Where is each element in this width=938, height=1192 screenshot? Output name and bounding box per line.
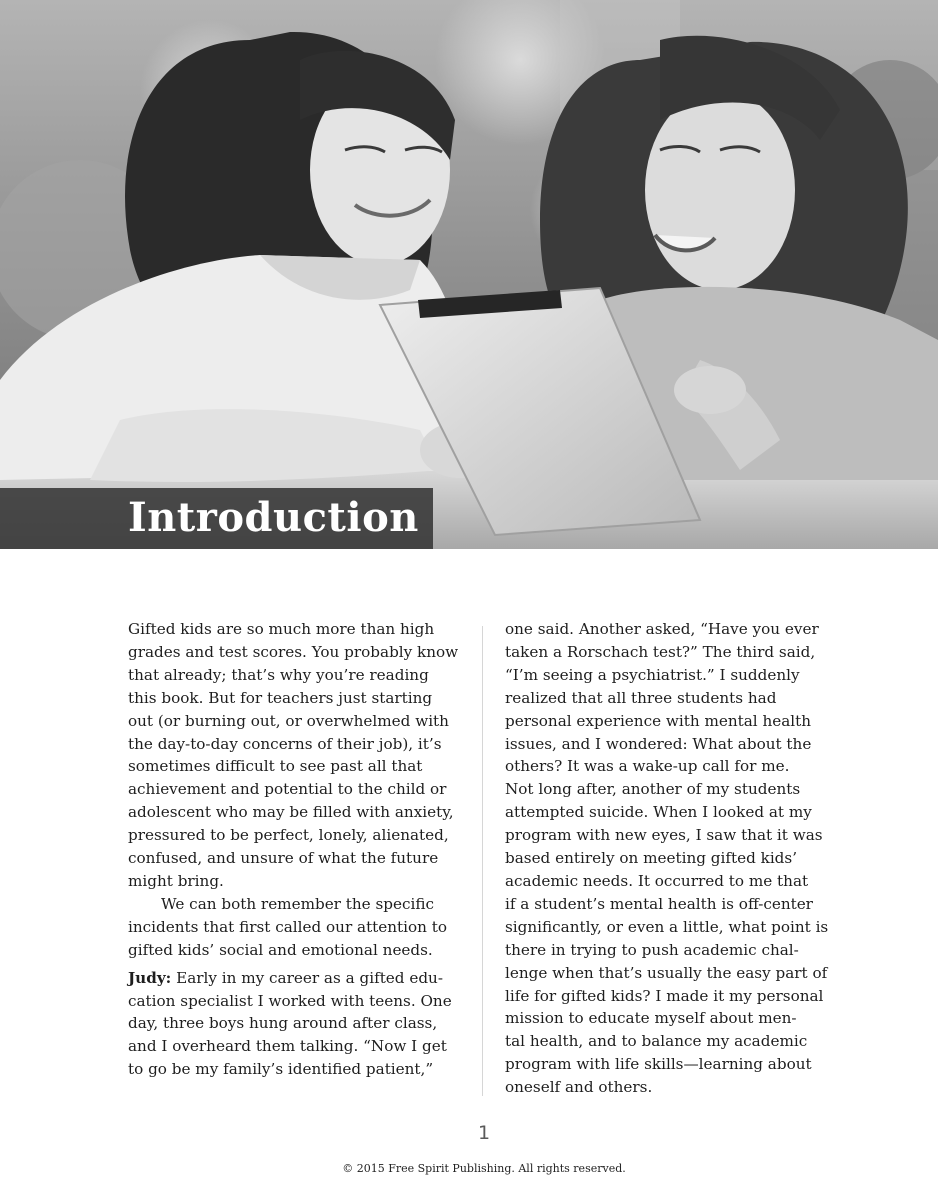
text-line: academic needs. It occurred to me that	[505, 871, 809, 890]
chapter-title: Introduction	[128, 494, 419, 541]
text-line: out (or burning out, or overwhelmed with	[128, 711, 449, 730]
text-line: pressured to be perfect, lonely, alienated,	[128, 826, 449, 845]
text-line: adolescent who may be filled with anxiety,	[128, 803, 454, 822]
text-line: if a student’s mental health is off-center	[505, 894, 813, 913]
text-line: sometimes difficult to see past all that	[128, 757, 423, 776]
text-line: Not long after, another of my students	[505, 780, 801, 799]
page-number: 1	[477, 1122, 491, 1144]
left-column	[128, 618, 468, 1081]
text-line: program with new eyes, I saw that it was	[505, 826, 823, 845]
speaker-label: Judy:	[128, 968, 172, 987]
text-line: might bring.	[128, 871, 224, 890]
hero-photo	[0, 0, 938, 549]
text-line: and I overheard them talking. “Now I get	[128, 1037, 447, 1056]
text-line: significantly, or even a little, what point is	[505, 917, 829, 936]
text-line: achievement and potential to the child or	[128, 780, 447, 799]
text-line: mission to educate myself about men-	[505, 1009, 797, 1028]
text-line: based entirely on meeting gifted kids’	[505, 849, 798, 868]
text-line: Gifted kids are so much more than high	[128, 620, 435, 638]
text-line: cation specialist I worked with teens. One	[128, 991, 452, 1010]
text-line: grades and test scores. You probably know	[128, 642, 459, 661]
paragraph-1	[128, 618, 468, 893]
text-line: oneself and others.	[505, 1078, 653, 1097]
text-line: gifted kids’ social and emotional needs.	[128, 940, 433, 959]
text-line: this book. But for teachers just starting	[128, 688, 433, 707]
text-line: taken a Rorschach test?” The third said,	[505, 642, 816, 661]
text-line: that already; that’s why you’re reading	[128, 665, 429, 684]
text-line: tal health, and to balance my academic	[505, 1032, 808, 1051]
text-line: confused, and unsure of what the future	[128, 849, 439, 868]
teacher-student-tablet-illustration	[0, 0, 938, 549]
copyright-notice: © 2015 Free Spirit Publishing. All rights reserved.	[342, 1162, 626, 1175]
text-line: to go be my family’s identified patient,”	[128, 1060, 434, 1079]
paragraph-3	[128, 967, 468, 1082]
text-line: attempted suicide. When I looked at my	[505, 803, 812, 822]
text-line: others? It was a wake-up call for me.	[505, 757, 790, 776]
text-line: We can both remember the specific	[161, 894, 434, 913]
text-line: there in trying to push academic chal-	[505, 940, 799, 959]
text-line: day, three boys hung around after class,	[128, 1014, 438, 1033]
text-line: program with life skills—learning about	[505, 1055, 812, 1074]
text-line: lenge when that’s usually the easy part of	[505, 963, 828, 982]
text-line: “I’m seeing a psychiatrist.” I suddenly	[505, 665, 800, 684]
text-run: Early in my career as a gifted edu-	[171, 968, 443, 987]
text-line: incidents that first called our attention to	[128, 917, 448, 936]
right-column	[505, 618, 845, 1099]
text-line: personal experience with mental health	[505, 711, 812, 730]
paragraph-2	[128, 893, 468, 962]
text-line: the day-to-day concerns of their job), it’s	[128, 734, 442, 753]
column-divider	[482, 626, 483, 1096]
text-line: realized that all three students had	[505, 688, 777, 707]
text-line: life for gifted kids? I made it my personal	[505, 986, 824, 1005]
text-line	[128, 967, 468, 990]
text-line: one said. Another asked, “Have you ever	[505, 620, 819, 638]
text-line: issues, and I wondered: What about the	[505, 734, 812, 753]
